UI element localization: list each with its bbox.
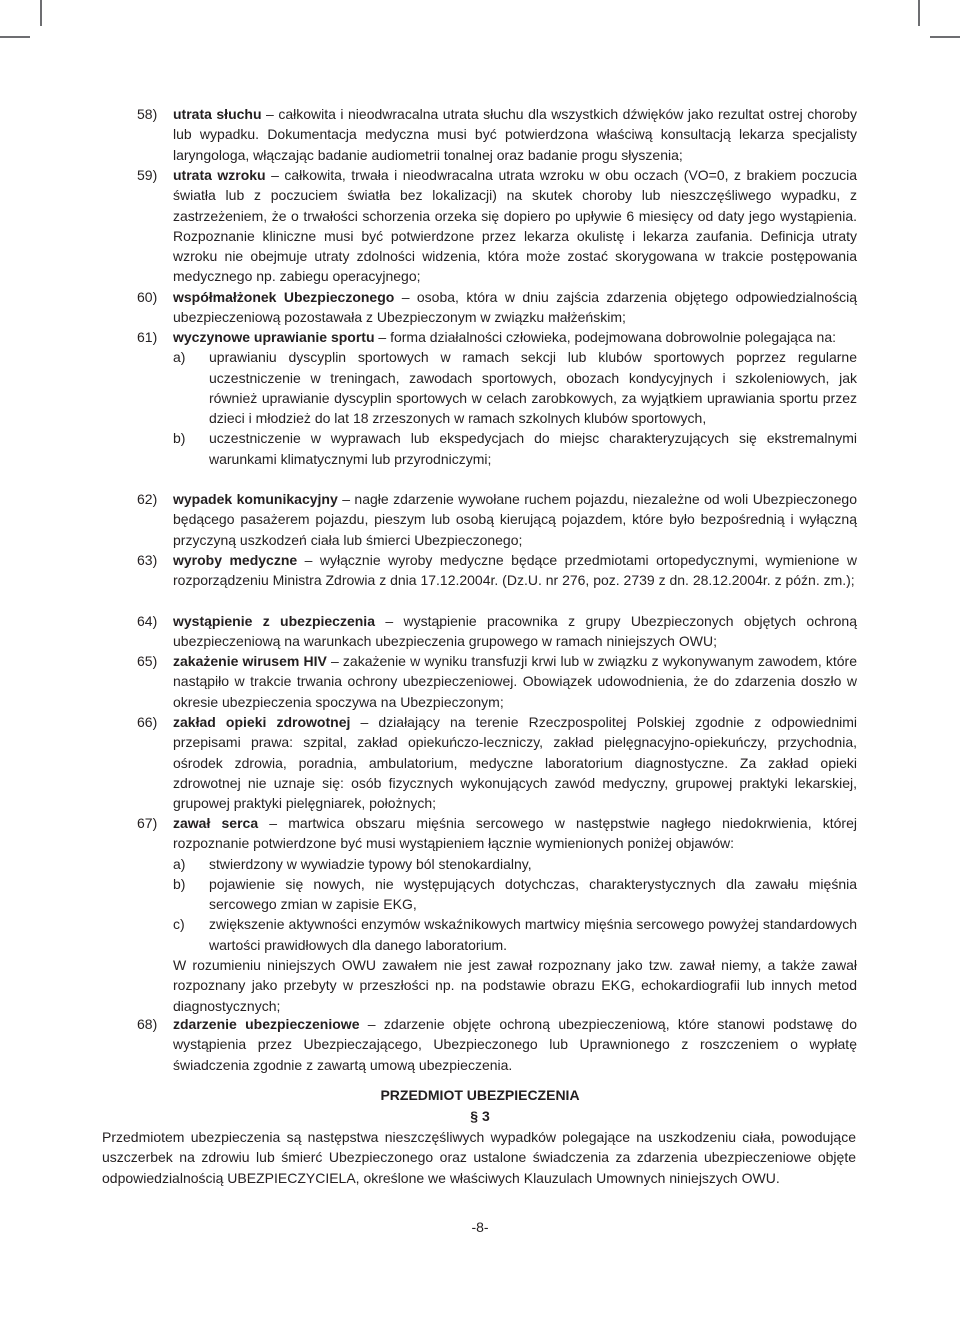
section-title: PRZEDMIOT UBEZPIECZENIA [380,1087,580,1103]
definition-term: współmałżonek Ubezpieczonego [173,289,395,305]
sub-item-letter: b) [173,430,186,447]
definition-term: wyroby medyczne [173,552,298,568]
definition-number: 62) [137,491,158,507]
definition-term: wyczynowe uprawianie sportu [173,329,375,345]
definition-text: – wystąpienie pracownika z grupy Ubezpieczonych objętych ochroną ubezpieczeniową na warunkach ubezpieczenia grupowego w ramach niniejszych OWU; [173,613,857,650]
sub-item-text: stwierdzony w wywiadzie typowy ból stenokardialny, [209,855,532,872]
definition-66 [137,712,857,813]
definition-number: 61) [137,329,158,345]
definition-text: – forma działalności człowieka, podejmowana dobrowolnie polegająca na: [374,329,836,345]
sub-item-a [173,347,857,428]
sub-item-b [173,874,857,915]
sub-item-letter: a) [173,855,186,872]
definition-number: 68) [137,1016,158,1032]
definition-62 [137,489,857,550]
sub-item-letter: a) [173,349,186,366]
page-number: -8- [471,1219,489,1235]
definition-text: – zdarzenie objęte ochroną ubezpieczeniową, które stanowi podstawę do wystąpienia przez Ubezpieczającego, Ubezpieczonego lub Uprawnionego z roszczeniem o wypłatę świadczenia zgodnie z zawartą umową ubezpieczenia. [173,1016,857,1073]
crop-mark-top-left-h [0,36,30,38]
sub-item-text: zwiększenie aktywności enzymów wskaźnikowych martwicy mięśnia sercowego powyżej standardowych wartości prawidłowych dla danego laboratorium. [209,916,857,953]
definition-58 [137,104,857,165]
definition-67 [137,813,857,1016]
definition-59 [137,165,857,287]
definition-term: zdarzenie ubezpieczeniowe [173,1016,360,1032]
definition-number: 65) [137,653,158,669]
crop-mark-top-left [40,0,42,26]
definition-text: – zakażenie w wyniku transfuzji krwi lub w związku z wykonywanym zawodem, które nastąpiło w trakcie trwania ochrony ubezpieczeniowej. Obowiązek udowodnienia, że do zdarzenia doszło w okresie ubezpieczenia spoczywa na Ubezpieczonym; [173,653,857,710]
definition-term: zakład opieki zdrowotnej [173,714,351,730]
definition-text: – wyłącznie wyroby medyczne będące przedmiotami ortopedycznymi, wymienione w rozporządzeniu Ministra Zdrowia z dnia 17.12.2004r. (Dz.U. nr 276, poz. 2739 z dn. 28.12.2004r. z późn. zm.); [173,552,857,589]
sub-item-b [173,428,857,469]
definition-63 [137,550,857,591]
section-paragraph: Przedmiotem ubezpieczenia są następstwa nieszczęśliwych wypadków polegające na uszkodzeniu ciała, powodujące uszczerbek na zdrowiu lub śmierć Ubezpieczonego oraz ustalone świadczenia za zdarzenia ubezpieczeniowe objęte odpowiedzialnością UBEZPIECZYCIELA, określone we właściwych Klauzulach Umownych niniejszych OWU. [102,1129,856,1186]
definition-term: wystąpienie z ubezpieczenia [173,613,375,629]
sub-item-a [173,854,857,874]
definition-note: W rozumieniu niniejszych OWU zawałem nie jest zawał rozpoznany jako tzw. zawał niemy, a także zawał rozpoznany jako przebyty w przeszłości np. na podstawie obrazu EKG, echokardiografii lub innych metod diagnostycznych; [173,957,857,1014]
definition-60 [137,287,857,328]
definition-term: wypadek komunikacyjny [173,491,338,507]
definition-term: utrata słuchu [173,106,262,122]
sub-item-text: pojawienie się nowych, nie występujących dotychczas, charakterystycznych dla zawału mięśnia sercowego zmian w zapisie EKG, [209,875,857,913]
definition-number: 66) [137,714,158,730]
paragraph-mark: § 3 [470,1108,490,1124]
sub-item-c [173,914,857,955]
definition-term: utrata wzroku [173,167,266,183]
definition-number: 60) [137,289,158,305]
crop-mark-top-right-h [930,36,960,38]
crop-mark-top-right [918,0,920,26]
sub-item-text: uczestniczenie w wyprawach lub ekspedycjach do miejsc charakteryzujących się ekstremalnymi warunkami klimatycznymi lub przyrodniczymi; [209,430,857,467]
definition-61 [137,327,857,469]
definition-term: zawał serca [173,815,259,831]
definition-65 [137,651,857,712]
definition-text: – całkowita i nieodwracalna utrata słuchu dla wszystkich dźwięków jako rezultat ostrej choroby lub wypadku. Dokumentacja medyczna musi być potwierdzona właściwą konsultacją lekarza specjalisty laryngologa, włączając badanie audiometrii tonalnej oraz badanie progu słyszenia; [173,106,858,163]
definition-text: – całkowita, trwała i nieodwracalna utrata wzroku w obu oczach (VO=0, z brakiem poczucia światła lub z poczuciem światła bez lokalizacji) na skutek choroby lub nieszczęśliwego wypadku, z zastrzeżeniem, że o trwałości schorzenia orzeka się dopiero po upływie 6 miesięcy od daty jego wystąpienia. Rozpoznanie kliniczne musi być potwierdzone przez lekarza okulistę i lekarza zaufania. Definicja utraty wzroku nie obejmuje utraty zdolności widzenia, która może zostać skorygowana w trakcie postępowania medycznego np. zabiegu operacyjnego; [173,167,857,285]
definition-text: – działający na terenie Rzeczpospolitej Polskiej zgodnie z odpowiednimi przepisami prawa: szpital, zakład opiekuńczo-leczniczy, zakład pielęgnacyjno-opiekuńczy, przychodnia, ośrodek zdrowia, poradnia, ambulatorium, medyczne laboratorium diagnostyczne. Za zakład opieki zdrowotnej nie uznaje się: osób fizycznych wykonujących zawód medyczny, grupowej praktyki lekarskiej, grupowej praktyki pielęgniarek, położnych; [173,714,857,812]
definition-text: – osoba, która w dniu zajścia zdarzenia objętego odpowiedzialnością ubezpieczeniową pozostawała z Ubezpieczonym w związku małżeńskim; [173,289,857,326]
definition-64 [137,611,857,652]
definition-number: 59) [137,167,158,183]
definition-text: – martwica obszaru mięśnia sercowego w następstwie nagłego niedokrwienia, której rozpoznanie potwierdzone być musi wystąpieniem łącznie wymienionych poniżej objawów: [173,815,857,852]
sub-item-text: uprawianiu dyscyplin sportowych w ramach sekcji lub klubów sportowych poprzez regularne uczestniczenie w treningach, zawodach sportowych, obozach kondycyjnych i szkoleniowych, jak również uprawianie dyscyplin sportowych w celach zarobkowych, za wyjątkiem uprawiania sportu przez dzieci i młodzież do lat 18 zrzeszonych w ramach szkolnych klubów sportowych, [209,349,857,427]
definition-68 [137,1014,857,1075]
definition-term: zakażenie wirusem HIV [173,653,327,669]
sub-item-letter: b) [173,875,186,892]
definition-number: 64) [137,613,158,629]
definition-number: 63) [137,552,158,568]
definition-number: 58) [137,106,158,122]
definition-number: 67) [137,815,158,831]
definition-text: – nagłe zdarzenie wywołane ruchem pojazdu, niezależne od woli Ubezpieczonego będącego pasażerem pojazdu, pieszym lub osobą kierującą pojazdem, które było bezpośrednią i wyłączną przyczyną uszkodzeń ciała lub śmierci Ubezpieczonego; [173,491,857,548]
sub-item-letter: c) [173,916,185,933]
